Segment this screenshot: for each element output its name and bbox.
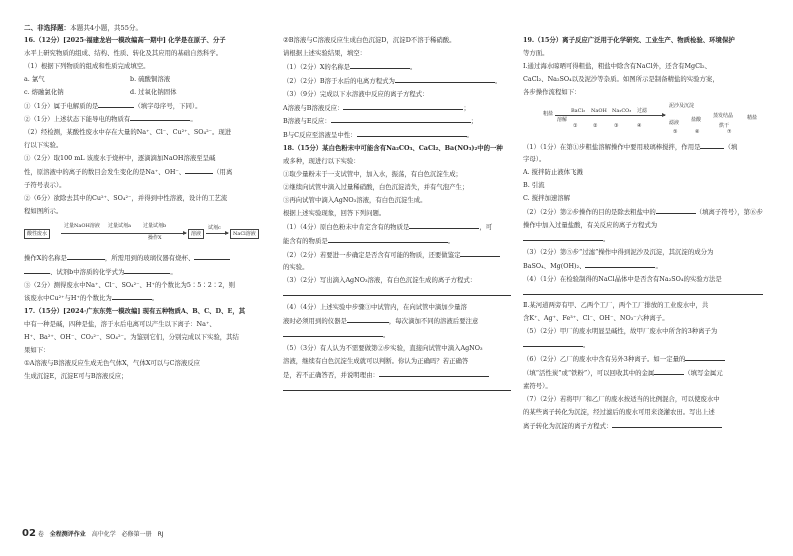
q19-line: （2）（2分）第②步操作的目的是除去粗盐中的 （填离子符号），第⑥步操作中加入过量盐酸，有关反应的离子方程式为	[523, 205, 767, 232]
q18-line: （3）（2分）写出滴入AgNO₃溶液，有白色沉淀生成的离子方程式：	[283, 276, 477, 285]
q19-option: B. 引流	[523, 181, 545, 190]
q18-line	[283, 287, 515, 301]
q19-line: （7）（2分）若将甲厂和乙厂的废水按适当的比例混合，可以使废水中	[523, 394, 720, 403]
flow-box-wastewater: 酸性废水	[24, 229, 50, 239]
column-1	[24, 34, 260, 383]
q19-line: CaCl₂、Na₂SO₄以及泥沙等杂质。如图所示是制备精盐的实验方案，	[523, 74, 719, 83]
footer-book: 必修第一册	[121, 531, 152, 538]
answer-blank[interactable]	[347, 314, 389, 323]
q18-line: 液时必须用到的仪器是 ，每次滴加不同的溶液后要注意	[283, 314, 515, 328]
q16-line: 操作X的名称是 ，所需用到的玻璃仪器有烧杯、	[24, 251, 260, 265]
q16-line: 水平上研究物质的组成、结构、性质、转化及其应用的基础自然科学。	[24, 48, 223, 57]
answer-blank[interactable]	[685, 352, 725, 361]
answer-blank[interactable]	[67, 251, 105, 260]
q16-line: 该废水中Cu²⁺与H⁺的个数比为 。	[24, 291, 260, 305]
option-d: d. 过氧化钠固体	[130, 87, 177, 96]
q19-line: Ⅰ.通过海水晾晒可得粗盐，粗盐中除含有NaCl外，还含有MgCl₂、	[523, 61, 712, 70]
q18-line: 18.（15分）某白色粉末中可能含有Na₂CO₃、CaCl₂、Ba(NO₃)₂中的一种	[283, 144, 503, 153]
q16-sub-1b: ②（1分）上述状态下能导电的物质有 。	[24, 112, 260, 126]
answer-blank[interactable]	[523, 338, 583, 347]
step-num: ⑥	[695, 128, 700, 135]
flow-label: 试剂c	[208, 224, 221, 231]
q17-line: （3）（9分）完成以下水溶液中反应的离子方程式：	[283, 89, 429, 98]
q18-line: （5）（3分）有人认为不需要做第②步实验，直接向试管中滴入AgNO₃	[283, 343, 483, 352]
q17-line: 中有一种是碱，四种是盐，溶于水后电离可以产生以下离子：Na⁺、	[24, 320, 216, 329]
salt-process-diagram	[523, 101, 767, 137]
q19-line: 素符号）。	[523, 381, 552, 390]
step-num: ①	[573, 122, 578, 129]
step-num: ⑦	[727, 128, 732, 135]
footer-brand: 全程测评作业	[49, 531, 86, 538]
q19-line: BaSO₄、Mg(OH)₂、 。	[523, 259, 767, 273]
flow-label: 盐酸	[691, 116, 702, 123]
q17-line: B与C反应至溶液呈中性： 。	[283, 128, 515, 142]
q18-line: （4）（4分）上述实验中步骤③中试管内，在向试管中滴加少量溶	[283, 303, 467, 312]
flow-label: 粗盐	[543, 110, 554, 117]
q17-line: 17.（15分）[2024·广东东莞一模改编] 现有五种物质A、B、C、D、E，其	[24, 307, 246, 316]
q19-line: （填“活性炭”或“铁粉”），可以回收其中的金属 （填写金属元	[523, 366, 767, 380]
flow-label: 蒸发结晶	[713, 112, 734, 119]
answer-blank[interactable]	[350, 60, 410, 69]
q19-line: 的某些离子转化为沉淀，经过滤后的废水可用来浇灌农田。写出上述	[523, 407, 715, 416]
flow-label: 泥沙及沉淀	[669, 102, 695, 109]
answer-blank[interactable]	[409, 220, 479, 229]
flow-label: 滤液	[669, 119, 680, 126]
flow-label: 精盐	[747, 114, 758, 121]
q18-line: 能含有的物质是 。	[283, 234, 515, 248]
answer-blank[interactable]	[343, 101, 463, 110]
answer-blank[interactable]	[395, 74, 495, 83]
q18-line: 。	[283, 328, 515, 342]
flow-label: 过量NaOH溶液	[64, 222, 100, 229]
q19-line: （1）（1分）在第①步粗盐溶解操作中要用玻璃棒搅拌，作用是 （填	[523, 140, 767, 154]
q19-line: 。	[523, 232, 767, 246]
q17-line: 请根据上述实验结果，填空：	[283, 48, 367, 57]
q19-line: （4）（1分）在检验制得的NaCl晶体中是否含有Na₂SO₄的实验方法是	[523, 274, 722, 283]
q18-line: 溶液，继续有白色沉淀生成就可以判断。你认为正确吗？若正确答	[283, 356, 469, 365]
answer-blank[interactable]	[523, 286, 763, 295]
q18-line: ①取少量粉末于一支试管中，加入水，振荡，有白色沉淀生成；	[283, 170, 462, 179]
q16-line: 行以下实验。	[24, 141, 63, 150]
answer-blank[interactable]	[379, 368, 489, 377]
answer-blank[interactable]	[98, 99, 134, 108]
column-2	[283, 34, 515, 395]
step-num: ④	[637, 122, 642, 129]
answer-blank[interactable]	[112, 291, 152, 300]
flow-arrow	[555, 115, 665, 116]
q16-line: 程如图所示。	[24, 206, 63, 215]
q19-line: 含K⁺、Ag⁺、Fe³⁺、Cl⁻、OH⁻、NO₃⁻六种离子。	[523, 314, 669, 323]
q19-line: 字母）。	[523, 155, 546, 164]
q17-line: ②B溶液与C溶液反应生成白色沉淀D，沉淀D不溶于稀硝酸。	[283, 36, 456, 44]
flow-box-solution: 溶液	[188, 229, 204, 239]
flow-arrow	[206, 233, 228, 234]
q16-sub-1a: ①（1分）属于电解质的是 （填字母序号，下同）。	[24, 99, 260, 113]
q16-options	[24, 86, 260, 99]
q19-line: 等方面。	[523, 48, 549, 57]
q16-line: （2）经检测，某酸性废水中存在大量的Na⁺、Cl⁻、Cu²⁺、SO₄²⁻。现进	[24, 128, 232, 137]
q19-line: 19.（15分）离子反应广泛用于化学研究、工业生产、物质检验、环境保护	[523, 36, 735, 44]
q17-line: （1）（2分）X的名称是 。	[283, 60, 515, 74]
q18-line	[283, 382, 515, 396]
flow-label: BaCl₂	[571, 107, 586, 114]
answer-blank[interactable]	[700, 140, 724, 149]
option-c: c. 熔融氯化钠	[24, 87, 64, 96]
answer-blank[interactable]	[331, 114, 471, 123]
q16-line: （1）根据下列物质的组成和性质完成填空。	[24, 61, 150, 70]
footer-edition: RJ	[157, 531, 164, 538]
q18-line: ③再向试管中滴入AgNO₃溶液，有白色沉淀生成。	[283, 195, 427, 204]
footer-course: 高中化学	[91, 531, 116, 538]
q19-line: （6）（2分）乙厂的废水中含有另外3种离子。如一定量的	[523, 352, 767, 366]
q18-line: 或多种，现进行以下实验：	[283, 157, 360, 166]
answer-blank[interactable]	[460, 248, 500, 257]
q18-line: （2）（2分）若要进一步确定是否含有可能的物质，还要做鉴定	[283, 248, 515, 262]
q19-option: A. 搅拌防止液体飞溅	[523, 168, 583, 177]
flow-label: 烘干	[719, 122, 730, 129]
answer-blank[interactable]	[328, 234, 448, 243]
q16-line: 性，原溶液中的离子的数目会发生变化的是Na⁺、OH⁻、 （用离	[24, 165, 260, 179]
page-number: 02	[22, 528, 36, 539]
q18-line: 是，若不正确答否，并说明理由：	[283, 368, 515, 382]
answer-blank[interactable]	[612, 419, 722, 428]
q19-line	[523, 286, 767, 300]
flow-box-nacl: NaCl溶液	[230, 229, 259, 239]
q16-line: ③（2分）测得废水中Na⁺、Cl⁻、SO₄²⁻、H⁺的个数比为5∶5∶2∶2，则	[24, 280, 236, 289]
answer-blank[interactable]	[283, 382, 511, 391]
q19-line: （3）（2分）第⑤步“过滤”操作中得到泥沙及沉淀，其沉淀的成分为	[523, 247, 714, 256]
option-a: a. 氯气	[24, 74, 45, 83]
flow-label: 溶解	[557, 116, 568, 123]
q18-line: 根据上述实验现象，回答下列问题。	[283, 208, 386, 217]
q19-line: 。	[523, 338, 767, 352]
q16-line: 、试剂b中溶质的化学式为 。	[24, 265, 260, 279]
answer-blank[interactable]	[523, 232, 603, 241]
flow-label: 操作X	[148, 234, 162, 241]
step-num: ③	[614, 122, 619, 129]
answer-blank[interactable]	[283, 287, 511, 296]
option-b: b. 硫酸铜溶液	[130, 74, 171, 83]
q19-line: （5）（2分）甲厂的废水明显呈碱性，故甲厂废水中所含的3种离子为	[523, 327, 718, 336]
answer-blank[interactable]	[194, 251, 230, 260]
q17-line: B溶液与E反应： ；	[283, 114, 515, 128]
flow-arrow	[61, 233, 186, 234]
step-num: ⑤	[673, 128, 678, 135]
process-flow-diagram	[24, 220, 260, 248]
q16-line: 16.（12分）[2025·福建龙岩一模改编高一期中] 化学是在原子、分子	[24, 36, 226, 44]
q19-line: Ⅱ.某河道两旁有甲、乙两个工厂，两个工厂排放的工业废水中，共	[523, 301, 709, 310]
q18-line: 的实验。	[283, 263, 309, 272]
answer-blank[interactable]	[24, 265, 50, 274]
q17-line: 果如下：	[24, 346, 50, 355]
answer-blank[interactable]	[130, 112, 190, 121]
q19-option: C. 搅拌加速溶解	[523, 194, 571, 203]
flow-label: 过量试剂b	[143, 222, 167, 229]
q17-line: 生成沉淀E，沉淀E可与B溶液反应；	[24, 371, 128, 380]
page-footer	[22, 528, 164, 539]
section-title: 二、非选择题：	[24, 24, 71, 32]
q16-line: ②（6分）欲除去其中的Cu²⁺、SO₄²⁻，并得到中性溶液，设计的工艺流	[24, 193, 228, 202]
footer-subtitle: 卷	[37, 531, 44, 538]
q16-line: ①（2分）取100 mL 该废水于烧杯中，逐滴滴加NaOH溶液至呈碱	[24, 154, 216, 163]
q19-line: 离子转化为沉淀的离子方程式：	[523, 419, 767, 433]
q18-line: （1）（4分）原白色粉末中肯定含有的物质是 ，可	[283, 220, 515, 234]
answer-blank[interactable]	[357, 128, 467, 137]
flow-label: Na₂CO₃	[612, 107, 632, 114]
q16-line: 子符号表示）。	[24, 180, 66, 189]
step-num: ②	[593, 122, 598, 129]
section-desc: 本题共4小题，共55分。	[70, 24, 143, 32]
q17-line: A溶液与B溶液反应： ；	[283, 101, 515, 115]
flow-label: NaOH	[591, 107, 607, 114]
q19-line: 各步操作流程如下：	[523, 87, 581, 96]
q17-line: H⁺、Ba²⁺、OH⁻、CO₃²⁻、SO₄²⁻。为鉴别它们，分别完成以下实验，其结	[24, 333, 239, 342]
q16-options	[24, 73, 260, 86]
answer-blank[interactable]	[656, 205, 696, 214]
q17-line: （2）（2分）B溶于水后的电离方程式为 。	[283, 74, 515, 88]
column-3	[523, 34, 767, 432]
q18-line: ②继续向试管中滴入过量稀硝酸，白色沉淀消失，并有气泡产生；	[283, 182, 469, 191]
answer-blank[interactable]	[585, 259, 655, 268]
section-heading	[24, 22, 142, 32]
flow-label: 过量试剂a	[108, 222, 131, 229]
answer-blank[interactable]	[185, 165, 213, 174]
answer-blank[interactable]	[654, 366, 684, 375]
answer-blank[interactable]	[124, 265, 170, 274]
q17-line: ①A溶液与B溶液反应生成无色气体X，气体X可以与C溶液反应	[24, 358, 201, 367]
answer-blank[interactable]	[283, 328, 383, 337]
flow-label: 过滤	[637, 107, 648, 114]
